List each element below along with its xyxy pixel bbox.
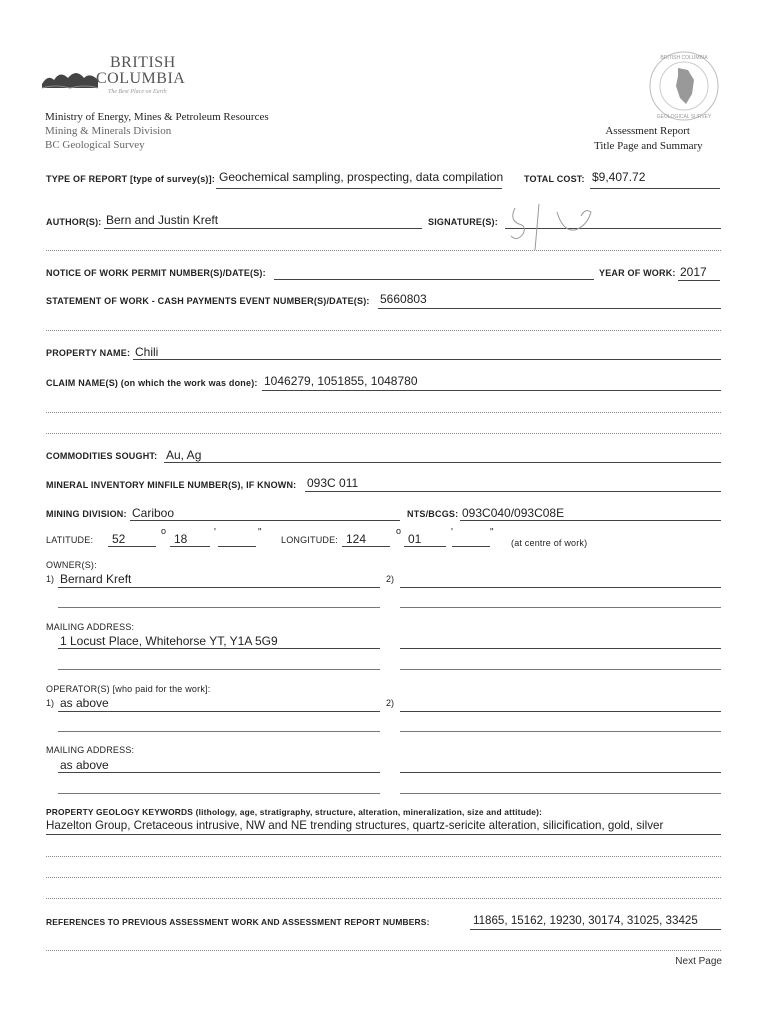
year-of-work-label: YEAR OF WORK:	[599, 268, 676, 278]
owner-1-number: 1)	[46, 574, 55, 584]
geology-keywords-label: PROPERTY GEOLOGY KEYWORDS (lithology, age, stratigraphy, structure, alteration, mineralization, size and attitude):	[46, 807, 543, 817]
mailing-address-value-2[interactable]: as above	[60, 758, 109, 772]
operator-2-number: 2)	[386, 698, 395, 708]
longitude-degrees[interactable]: 124	[346, 532, 367, 546]
ministry-name: Ministry of Energy, Mines & Petroleum Resources	[45, 111, 269, 123]
total-cost-value[interactable]: $9,407.72	[592, 170, 646, 184]
minfile-label: MINERAL INVENTORY MINFILE NUMBER(S), IF KNOWN:	[46, 480, 297, 490]
references-value[interactable]: 11865, 15162, 19230, 30174, 31025, 33425	[473, 914, 698, 927]
org-name-line2: COLUMBIA	[96, 70, 186, 87]
operator-1-number: 1)	[46, 698, 55, 708]
next-page-link[interactable]: Next Page	[675, 956, 722, 967]
survey-name: BC Geological Survey	[45, 139, 145, 151]
latitude-degrees[interactable]: 52	[112, 532, 126, 546]
signature-label: SIGNATURE(S):	[428, 217, 498, 227]
lon-minute-symbol: '	[451, 527, 453, 538]
statement-of-work-label: STATEMENT OF WORK - CASH PAYMENTS EVENT NUMBER(S)/DATE(S):	[46, 296, 370, 306]
latitude-minutes[interactable]: 18	[174, 532, 188, 546]
centre-of-work-note: (at centre of work)	[511, 538, 588, 548]
property-name-value[interactable]: Chili	[135, 345, 159, 359]
lat-minute-symbol: '	[214, 527, 216, 538]
operator-1-value[interactable]: as above	[60, 696, 109, 710]
mining-division-value[interactable]: Cariboo	[132, 506, 175, 520]
report-subtitle: Title Page and Summary	[594, 140, 703, 152]
longitude-label: LONGITUDE:	[281, 535, 339, 545]
operators-label: OPERATOR(S) [who paid for the work]:	[46, 684, 211, 694]
division-name: Mining & Minerals Division	[45, 125, 172, 137]
statement-of-work-value[interactable]: 5660803	[380, 292, 427, 306]
notice-of-work-label: NOTICE OF WORK PERMIT NUMBER(S)/DATE(S):	[46, 268, 266, 278]
lat-degree-symbol: o	[161, 526, 167, 536]
svg-text:BRITISH COLUMBIA: BRITISH COLUMBIA	[660, 55, 708, 61]
total-cost-label: TOTAL COST:	[524, 174, 585, 184]
property-name-label: PROPERTY NAME:	[46, 348, 131, 358]
mailing-address-value-1[interactable]: 1 Locust Place, Whitehorse YT, Y1A 5G9	[60, 634, 278, 648]
type-of-report-value[interactable]: Geochemical sampling, prospecting, data compilation	[219, 170, 504, 184]
org-name-line1: BRITISH	[110, 54, 176, 71]
mailing-address-label-1: MAILING ADDRESS:	[46, 622, 135, 632]
commodities-label: COMMODITIES SOUGHT:	[46, 451, 158, 461]
longitude-minutes[interactable]: 01	[408, 532, 422, 546]
owner-1-value[interactable]: Bernard Kreft	[60, 572, 132, 586]
nts-bcgs-value[interactable]: 093C040/093C08E	[462, 506, 565, 520]
minfile-value[interactable]: 093C 011	[307, 476, 359, 490]
year-of-work-value[interactable]: 2017	[680, 265, 707, 279]
nts-bcgs-label: NTS/BCGS:	[407, 509, 459, 519]
mailing-address-label-2: MAILING ADDRESS:	[46, 745, 135, 755]
svg-text:GEOLOGICAL SURVEY: GEOLOGICAL SURVEY	[656, 114, 712, 120]
owners-label: OWNER(S):	[46, 560, 97, 570]
lat-second-symbol: "	[258, 527, 262, 538]
tagline: The Best Place on Earth	[108, 89, 167, 95]
author-label: AUTHOR(S):	[46, 217, 102, 227]
references-label: REFERENCES TO PREVIOUS ASSESSMENT WORK AND ASSESSMENT REPORT NUMBERS:	[46, 917, 430, 927]
claim-name-label: CLAIM NAME(S) (on which the work was done):	[46, 378, 258, 388]
lon-degree-symbol: o	[396, 526, 402, 536]
bc-logo	[40, 48, 200, 98]
mining-division-label: MINING DIVISION:	[46, 509, 127, 519]
type-of-report-label: TYPE OF REPORT [type of survey(s)]:	[46, 174, 216, 184]
claim-name-value[interactable]: 1046279, 1051855, 1048780	[264, 374, 418, 388]
latitude-label: LATITUDE:	[46, 535, 94, 545]
author-value[interactable]: Bern and Justin Kreft	[106, 213, 219, 227]
geology-keywords-value[interactable]: Hazelton Group, Cretaceous intrusive, NW and NE trending structures, quartz-sericite alteration, silicification, gold, silver	[46, 819, 664, 832]
lon-second-symbol: "	[490, 527, 494, 538]
commodities-value[interactable]: Au, Ag	[166, 448, 202, 462]
geological-survey-seal	[648, 50, 720, 122]
report-title: Assessment Report	[605, 125, 690, 137]
bc-logo-mark-icon	[40, 62, 100, 92]
signature-mark	[505, 198, 605, 254]
seal-emblem-icon	[648, 50, 720, 122]
owner-2-number: 2)	[386, 574, 395, 584]
